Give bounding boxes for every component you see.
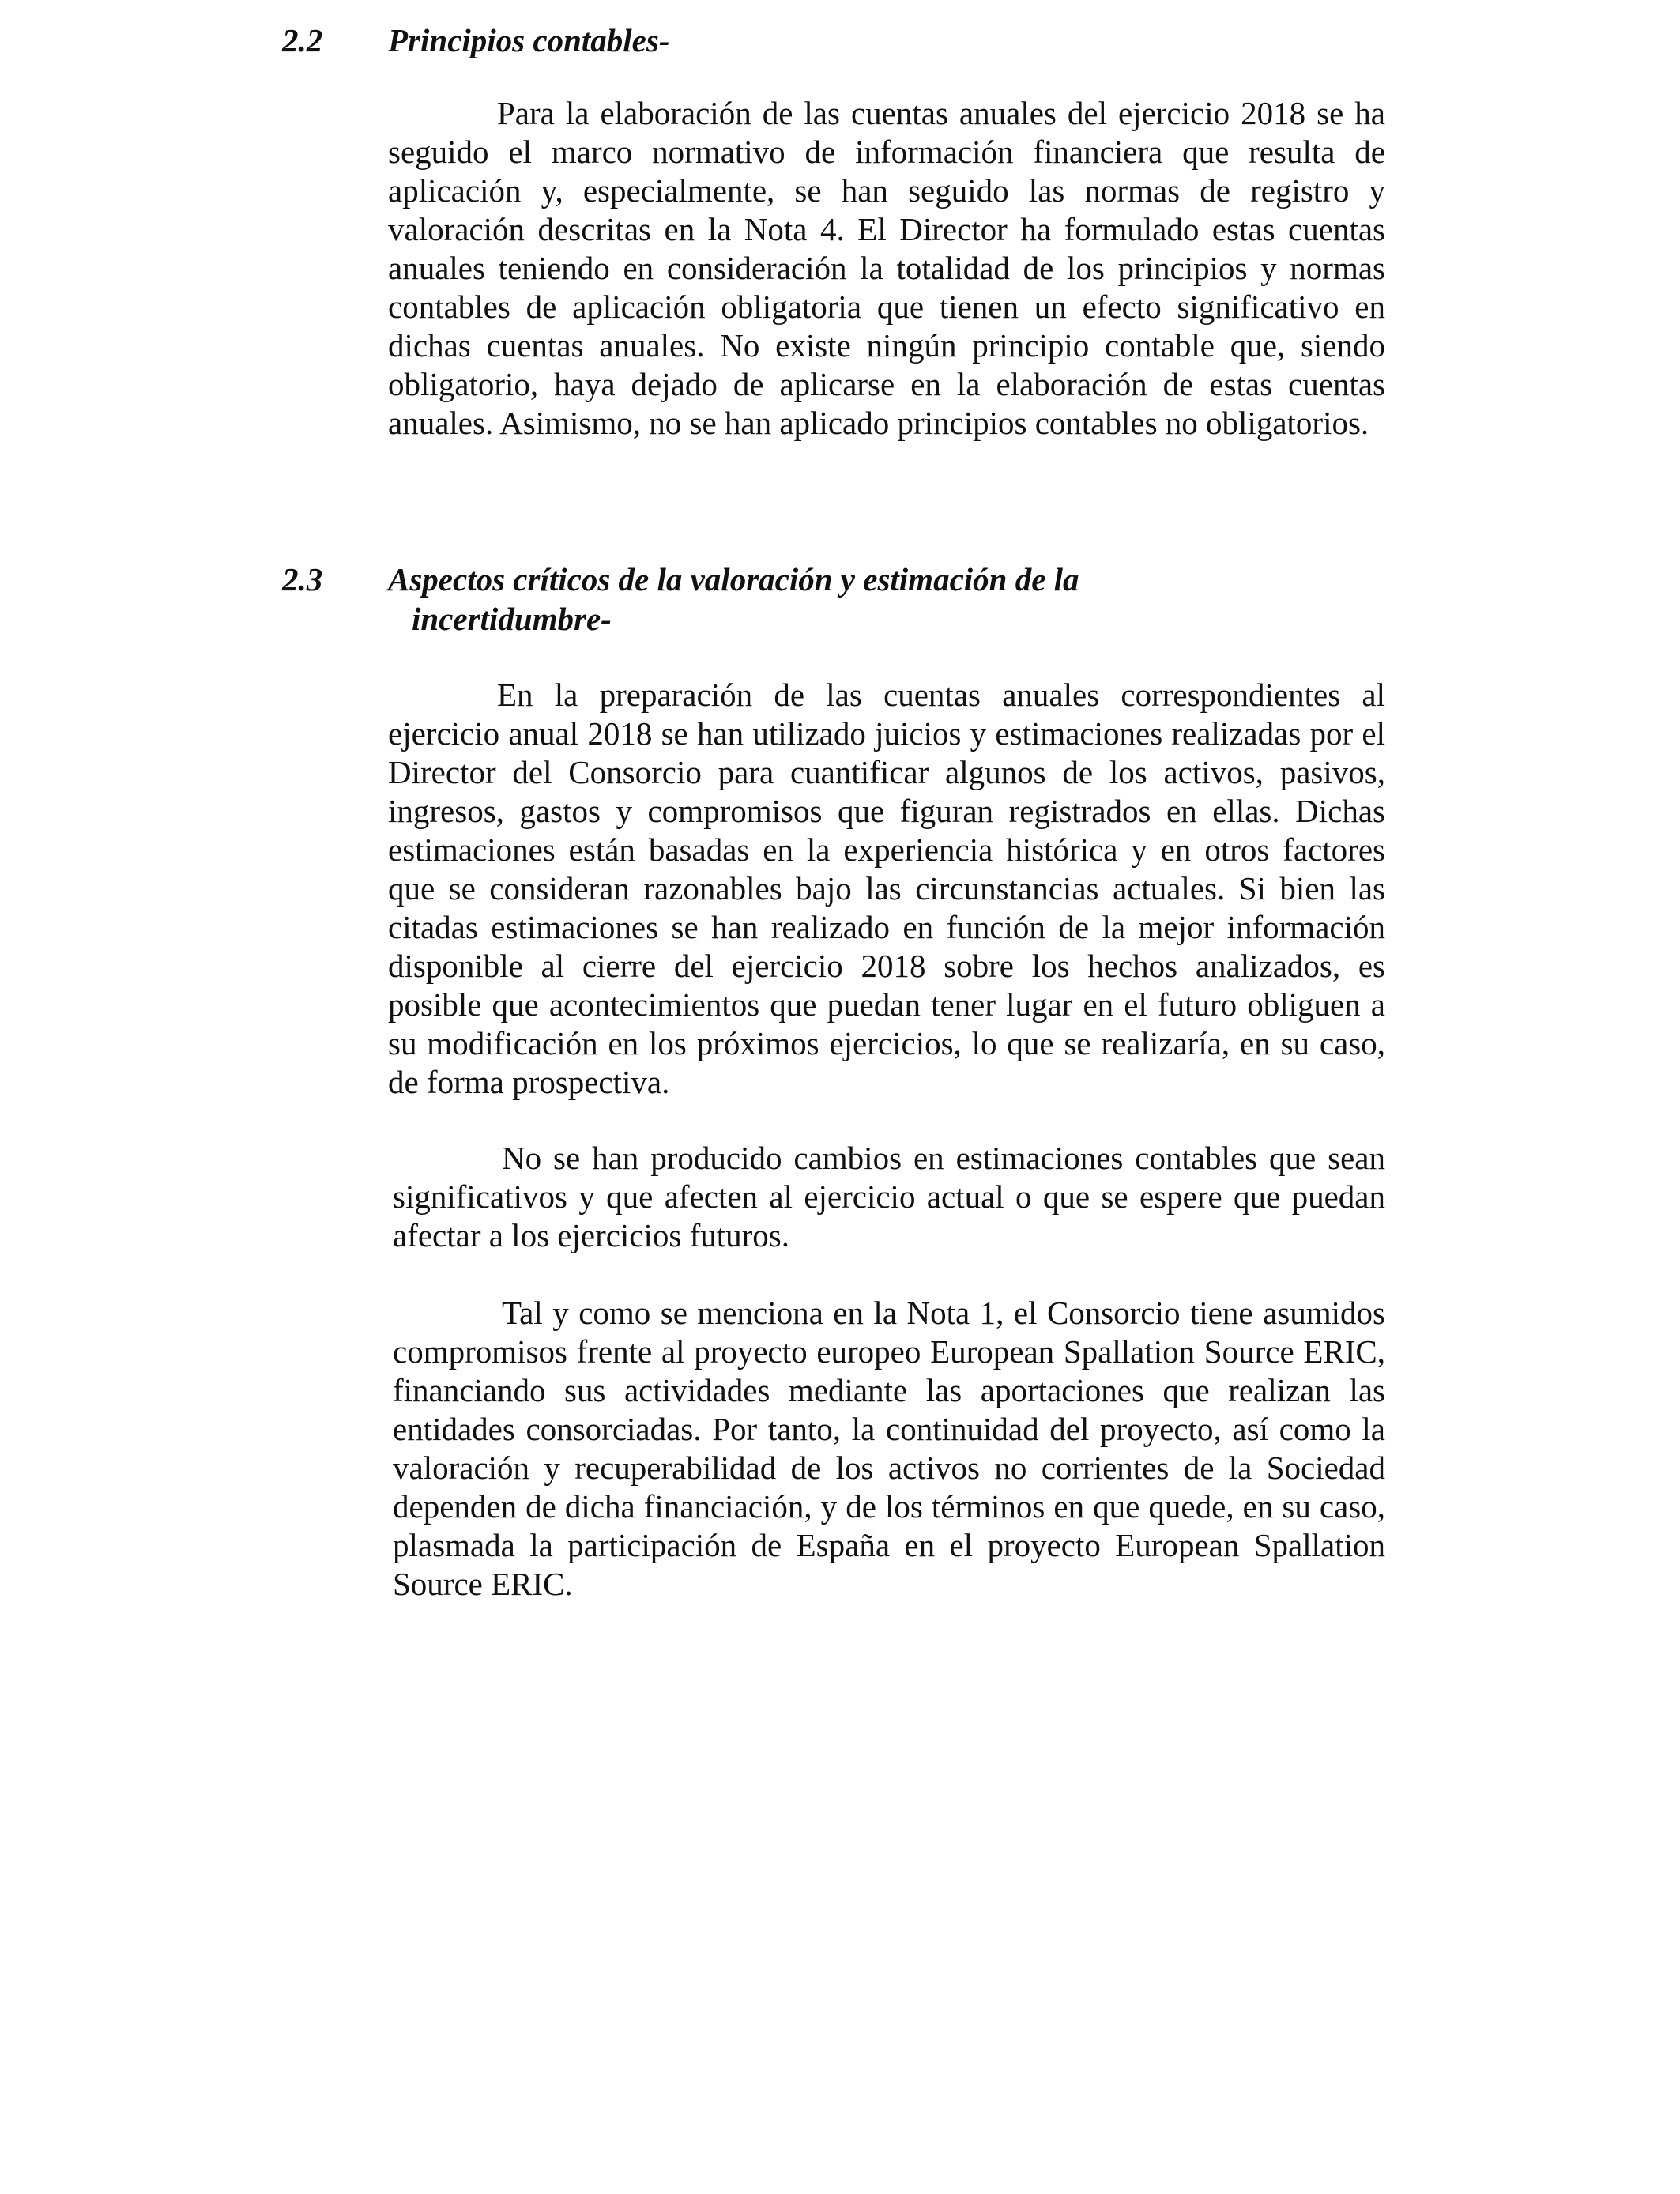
section-2-3-paragraph-3: Tal y como se menciona en la Nota 1, el Consorcio tiene asumidos compromisos frente al proyecto europeo European Spallation Source ERIC, financiando sus actividades mediante las aportaciones que realizan las entidades consorciadas. Por tanto, la continuidad del proyecto, así como la valoración y recuperabilidad de los activos no corrientes de la Sociedad dependen de dicha financiación, y de los términos en que quede, en su caso, plasmada la participación de España en el proyecto European Spallation Source ERIC. [393,1295,1385,1602]
section-2-2-paragraph: Para la elaboración de las cuentas anuales del ejercicio 2018 se ha seguido el marco normativo de información financiera que resulta de aplicación y, especialmente, se han seguido las normas de registro y valoración descritas en la Nota 4. El Director ha formulado estas cuentas anuales teniendo en consideración la totalidad de los principios y normas contables de aplicación obligatoria que tienen un efecto significativo en dichas cuentas anuales. No existe ningún principio contable que, siendo obligatorio, haya dejado de aplicarse en la elaboración de estas cuentas anuales. Asimismo, no se han aplicado principios contables no obligatorios. [388,95,1385,441]
section-2-3-paragraph-1: En la preparación de las cuentas anuales correspondientes al ejercicio anual 2018 se han utilizado juicios y estimaciones realizadas por el Director del Consorcio para cuantificar algunos de los activos, pasivos, ingresos, gastos y compromisos que figuran registrados en ellas. Dichas estimaciones están basadas en la experiencia histórica y en otros factores que se consideran razonables bajo las circunstancias actuales. Si bien las citadas estimaciones se han realizado en función de la mejor información disponible al cierre del ejercicio 2018 sobre los hechos analizados, es posible que acontecimientos que puedan tener lugar en el futuro obliguen a su modificación en los próximos ejercicios, lo que se realizaría, en su caso, de forma prospectiva. [388,677,1385,1100]
section-2-2-title: Principios contables- [388,22,670,58]
section-2-3-number: 2.3 [282,561,323,598]
section-2-3-title-line1: Aspectos críticos de la valoración y estimación de la [388,561,1079,598]
section-2-2-number: 2.2 [282,22,323,58]
section-2-3-paragraph-2: No se han producido cambios en estimaciones contables que sean significativos y que afecten al ejercicio actual o que se espere que puedan afectar a los ejercicios futuros. [393,1140,1385,1253]
section-2-3-title-line2: incertidumbre- [412,601,612,637]
